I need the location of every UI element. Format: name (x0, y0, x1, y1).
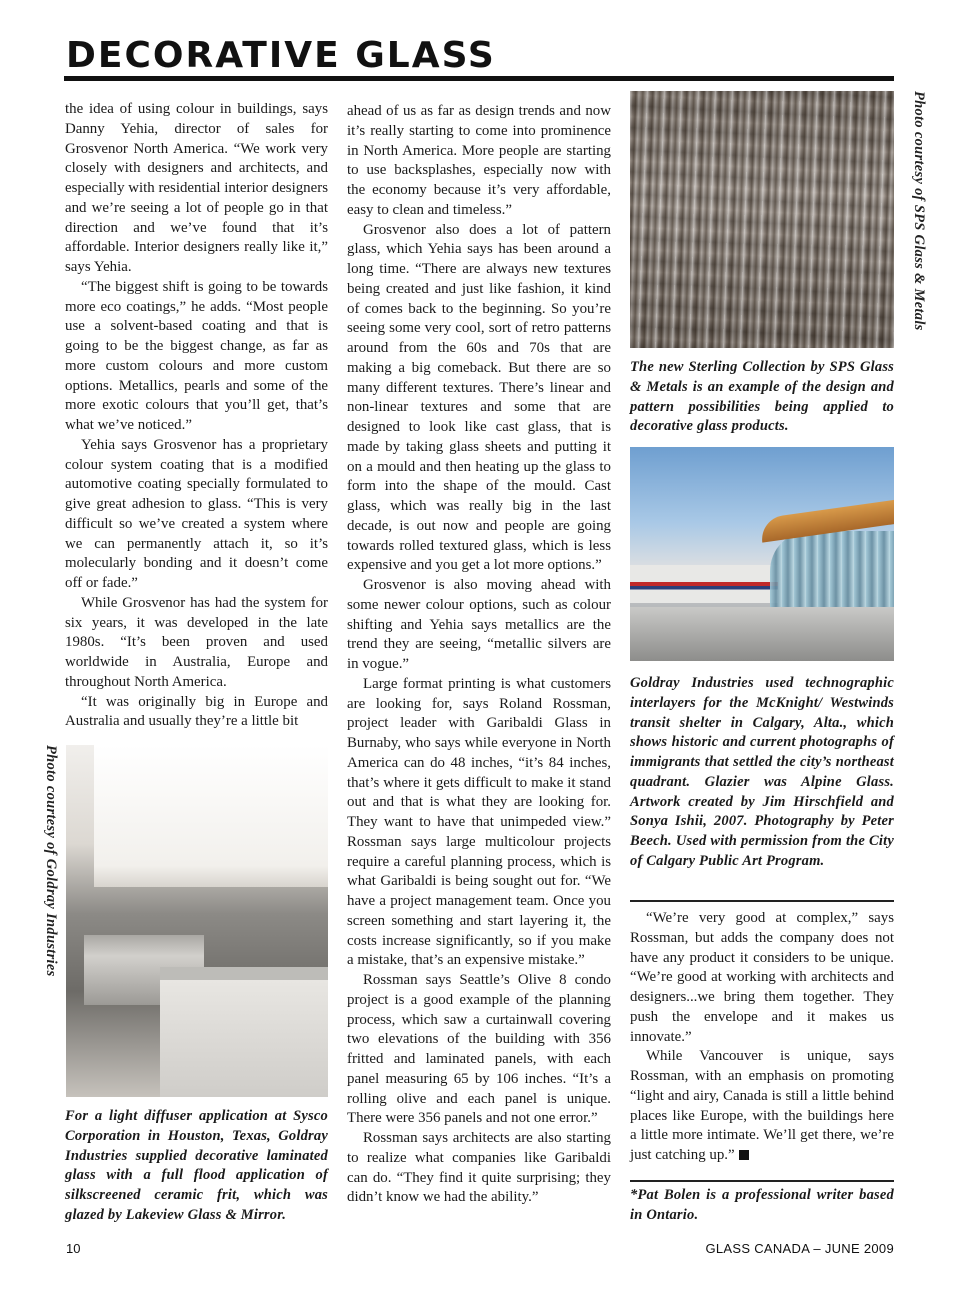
counter-shape (160, 967, 328, 1097)
end-of-article-square-icon (739, 1150, 749, 1160)
paragraph: Rossman says architects are also starting to realize what companies like Garibaldi can do. “They find it quite surprising; they didn’t know we had the ability.” (347, 1130, 611, 1206)
kitchen-photo (66, 745, 328, 1097)
article-column-1 (65, 100, 328, 732)
sterling-glass-photo (630, 91, 894, 348)
train-shape (630, 565, 778, 603)
platform-shape (630, 607, 894, 661)
sterling-photo-caption: The new Sterling Collection by SPS Glass & Metals is an example of the design and pattern possibilities being applied to decorative glass products. (630, 359, 894, 435)
transit-photo-caption: Goldray Industries used technographic interlayers for the McKnight/ Westwinds transit shelter in Calgary, Alta., which shows historic and current photographs of immigrants that settled the city’s northeast quadrant. Glazier was Alpine Glass. Artwork created by Jim Hirschfield and Sonya Ishii, 2007. Photography by Peter Beech. Used with permission from the City of Calgary Public Art Program. (630, 675, 894, 869)
paragraph: Grosvenor also does a lot of pattern glass, which Yehia says has been around a long time. “There are always new textures being created and just like fashion, it kind of comes back to the beginning. So you’re seeing some very cool, sort of retro patterns around from the 60s and 70s that are making a big comeback. But there are so many different textures. There’s linear and non-linear textures and some that are designed to look like cast glass, that is made by taking glass sheets and putting it on a mould and then heating up the glass to form into the shape of the mould. Cast glass, which was really big in the last decade, is out now and people are going towards rolled textured glass, which is less expensive and you get a lot more options.” (347, 221, 611, 574)
article-column-3 (630, 909, 894, 1166)
paragraph: Large format printing is what customers are looking for, says Roland Rossman, project leader with Garibaldi Glass in Burnaby, who says while everyone in North America can do 48 inches, “it’s 84 inches, that’s where it gets difficult to make it stand out and that is what they are looking for. They want to have that unimpeded view.” Rossman says large multicolour projects require a careful planning process, which is what Garibaldi is being sought out for. “We have a project management team. Once you screen something and start layering it, the costs increase significantly, so if you make a mistake, that’s an expensive mistake.” (347, 675, 611, 969)
divider-rule (630, 1180, 894, 1182)
paragraph: ahead of us as far as design trends and now it’s really starting to come into prominence in North America. More people are starting to use backsplashes, especially now with the economy because it’s very affordable, easy to clean and timeless.” (347, 103, 611, 218)
paragraph: While Grosvenor has had the system for six years, it was developed in the late 1980s. “It’s been proven and used worldwide in Australia, Europe and throughout North America. (65, 594, 328, 690)
paragraph: “The biggest shift is going to be towards more eco coatings,” he adds. “Most people use a solvent-based coating and that is going to be the biggest change, as far as more custom colours and more custom options. Metallics, pearls and some of the more exotic colours that you’ll get, that’s what we’ve noticed.” (65, 278, 328, 433)
section-title: DECORATIVE GLASS (66, 35, 496, 76)
photo-credit-goldray: Photo courtesy of Goldray Industries (43, 745, 59, 977)
kitchen-photo-caption: For a light diffuser application at Sysco Corporation in Houston, Texas, Goldray Industries supplied decorative laminated glass with a full flood application of silkscreened ceramic frit, which was glazed by Lakeview Glass & Mirror. (65, 1108, 328, 1223)
paragraph: Grosvenor is also moving ahead with some newer colour options, such as colour shifting and Yehia says metallics are the trend they are seeing, “metallic silvers are in vogue.” (347, 577, 611, 672)
paragraph-text: While Vancouver is unique, says Rossman, with an emphasis on promoting “light and airy, Canada is still a little behind places like Europe, with the buildings here a little more intimate. We’ll get there, we’re just catching up.” (630, 1048, 894, 1163)
article-column-2 (347, 102, 611, 1208)
paragraph-with-end-mark (630, 1047, 894, 1166)
paragraph: “We’re very good at complex,” says Rossman, but adds the company does not have any product it considers to be unique. “We’re good at working with architects and designers...we bring them together. They push the envelope and it makes us innovate.” (630, 910, 894, 1045)
paragraph: Yehia says Grosvenor has a proprietary colour system coating that is a modified automotive coating specially formulated to give great adhesion to glass. “This is very difficult so we’ve created a system where we can permanently attach it, so it’s molecularly bonding and it doesn’t come off or fade.” (65, 436, 328, 591)
photo-credit-sps: Photo courtesy of SPS Glass & Metals (911, 91, 927, 331)
paragraph: “It was originally big in Europe and Australia and usually they’re a little bit (65, 693, 328, 730)
publication-footer: GLASS CANADA – JUNE 2009 (705, 1241, 894, 1256)
page-number: 10 (66, 1241, 81, 1256)
transit-shelter-photo (630, 447, 894, 661)
light-diffuser-hood-shape (94, 745, 328, 887)
divider-rule (630, 900, 894, 902)
paragraph: Rossman says Seattle’s Olive 8 condo project is a good example of the planning process, which saw a curtainwall covering two elevations of the building with 356 fritted and laminated panels, with each panel measuring 65 by 106 inches. “It’s a rolling olive and each panel is unique. There were 356 panels and not one error.” (347, 972, 611, 1127)
title-rule (64, 76, 894, 81)
paragraph: the idea of using colour in buildings, says Danny Yehia, director of sales for Grosvenor North America. “We work very closely with designers and architects, and especially with residential interior designers and we’re seeing a lot of people go in that direction and we’ve found that it’s affordable. Interior designers really like it,” says Yehia. (65, 101, 328, 275)
author-bio: *Pat Bolen is a professional writer based in Ontario. (630, 1187, 894, 1223)
